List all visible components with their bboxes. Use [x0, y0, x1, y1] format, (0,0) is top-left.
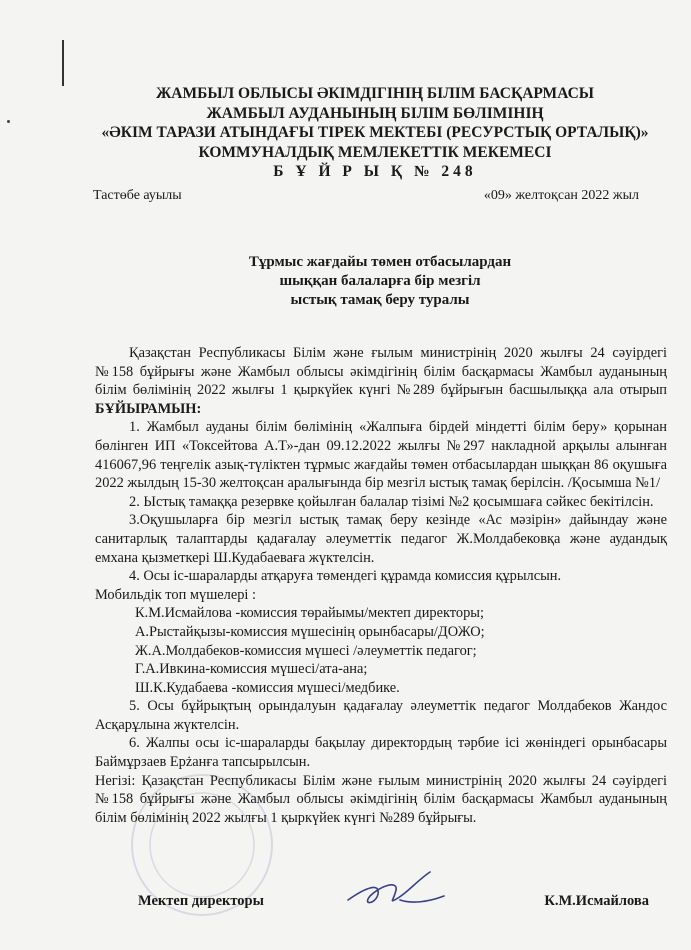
intro-text: Қазақстан Республикасы Білім және ғылым министрінің 2020 жылғы 24 сәуірдегі №158 бұйрығы және Жамбыл облысы әкімдігінің білім басқармасы Жамбыл ауданының білім бөлімінің 2022 жылғы 1 қыркүйек күнгі №289 бұйрығын басшылыққа ала отырып: [95, 345, 667, 399]
header-line-4: КОММУНАЛДЫҚ МЕМЛЕКЕТТІК МЕКЕМЕСІ: [198, 143, 552, 161]
signature-role: Мектеп директоры: [138, 893, 264, 909]
document-header: [95, 84, 655, 182]
paragraph-6: 6. Жалпы осы іс-шараларды бақылау директордың тәрбие ісі жөніндегі орынбасары Баймұрзаев Ерżанға тапсырылсын.: [95, 735, 667, 771]
signature-name: К.М.Исмайлова: [544, 893, 649, 909]
member-item: Ш.К.Кудабаева -комиссия мүшесі/медбике.: [135, 679, 400, 696]
header-line-2: ЖАМБЫЛ АУДАНЫНЫҢ БІЛІМ БӨЛІМІНІҢ: [206, 104, 544, 122]
order-title: Б Ұ Й Р Ы Қ № 248: [273, 163, 477, 180]
basis-paragraph: Негізі: Қазақстан Республикасы Білім және ғылым министрінің 2020 жылғы 24 сәуірдегі №158 бұйрығы және Жамбыл облысы әкімдігінің білім басқармасы Жамбыл ауданының білім бөлімінің 2022 жылғы 1 қыркүйек күнгі №289 бұйрығы.: [95, 772, 667, 826]
members-title: Мобильдік топ мүшелері :: [95, 586, 257, 603]
intro-paragraph: [95, 344, 667, 418]
member-item: К.М.Исмайлова -комиссия төрайымы/мектеп директоры;: [135, 605, 484, 622]
member-item: А.Рыстайқызы-комиссия мүшесінің орынбасары/ДОЖО;: [135, 623, 485, 640]
order-body: [95, 344, 667, 827]
header-line-1: ЖАМБЫЛ ОБЛЫСЫ ӘКІМДІГІНІҢ БІЛІМ БАСҚАРМАСЫ: [155, 85, 595, 102]
member-item: Г.А.Ивкина-комиссия мүшесі/ата-ана;: [135, 661, 368, 678]
subject-line-1: Тұрмыс жағдайы төмен отбасылардан: [248, 254, 512, 270]
date: «09» желтоқсан 2022 жыл: [483, 188, 639, 203]
scan-mark: [62, 40, 64, 86]
intro-bold: БҰЙЫРАМЫН:: [95, 400, 202, 417]
subject-line-2: шыққан балаларға бір мезгіл: [279, 273, 481, 289]
member-item: Ж.А.Молдабеков-комиссия мүшесі /әлеуметтік педагог;: [135, 642, 477, 659]
subject-line-3: ыстық тамақ беру туралы: [290, 292, 470, 308]
handwritten-signature: [340, 860, 450, 920]
paragraph-2: 2. Ыстық тамаққа резервке қойылған балалар тізімі №2 қосымшаға сәйкес бекітілсін.: [129, 493, 654, 510]
scan-dot: [7, 120, 10, 123]
header-line-3: «ӘКІМ ТАРАЗИ АТЫНДАҒЫ ТІРЕК МЕКТЕБІ (РЕСУРСТЫҚ ОРТАЛЫҚ)»: [101, 124, 649, 141]
order-subject: [150, 253, 610, 310]
paragraph-4: 4. Осы іс-шараларды атқаруға төмендегі құрамда комиссия құрылсын.: [129, 568, 562, 585]
paragraph-1: 1. Жамбыл ауданы білім бөлімінің «Жалпыға бірдей міндетті білім беру» қорынан бөлінген ИП «Токсейтова А.Т»-дан 09.12.2022 жылғы №297 накладной арқылы алынған 416067,96 теңгелік азық-түліктен тұрмыс жағдайы төмен отбасылардан шыққан 86 оқушыға 2022 жылдың 15-30 желтоқсан аралығында бір мезгіл ыстық тамақ берілсін. /Қосымша №1/: [95, 419, 667, 492]
place: Тастөбе ауылы: [93, 188, 182, 203]
paragraph-3: 3.Оқушыларға бір мезгіл ыстық тамақ беру кезінде «Ас мәзірін» дайындау және санитарлық талаптарды қадағалау әлеуметтік педагог Ж.Молдабековқа және аудандық емхана қызметкері Ш.Кудабаеваға жүктелсін.: [95, 512, 667, 566]
paragraph-5: 5. Осы бұйрықтың орындалуын қадағалау әлеуметтік педагог Молдабеков Жандос Асқарұлына жүктелсін.: [95, 698, 667, 733]
